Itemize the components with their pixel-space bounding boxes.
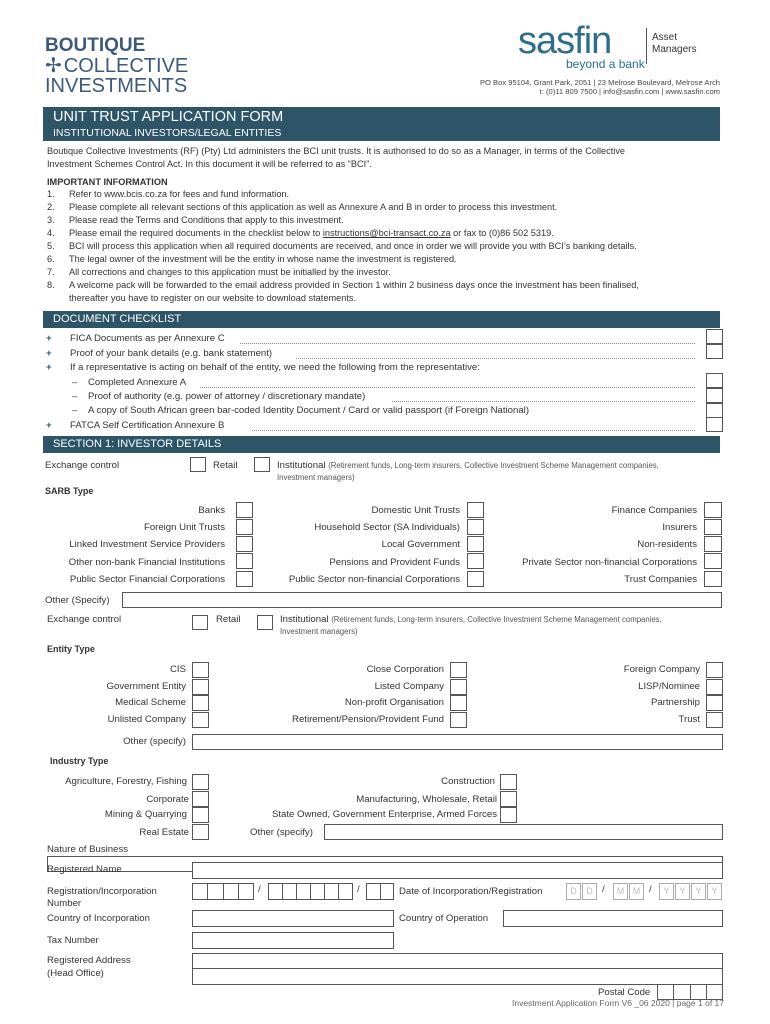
intro-line-1: Boutique Collective Investments (RF) (Pty) Ltd administers the BCI unit trusts. It is authorised to do so as a Manager, in terms of the Collective [47,146,626,156]
sarb-checkbox[interactable] [467,571,484,587]
checklist-checkbox[interactable] [706,417,723,432]
sarb-option-label: Household Sector (SA Individuals) [314,522,460,533]
checklist-dash: – [72,377,78,388]
registration-number-label-2: Number [47,898,82,909]
intro-line-2: Investment Schemes Control Act. In this document it will be referred to as “BCI”. [47,159,372,169]
date-day-digit[interactable]: D [582,883,597,900]
country-of-incorporation-input[interactable] [192,910,394,927]
sarb-checkbox[interactable] [467,536,484,552]
important-item: 5. BCI will process this application when all required documents are received, and once in order we will provide you with BCI’s banking details. [47,241,637,251]
industry-checkbox[interactable] [192,774,209,790]
date-month-digit[interactable]: M [613,883,628,900]
sarb-checkbox[interactable] [236,553,253,569]
industry-option-label: Construction [441,776,495,787]
registered-address-label: Registered Address [47,955,131,966]
industry-checkbox[interactable] [500,791,517,807]
checklist-item: Proof of your bank details (e.g. bank statement) [70,348,273,359]
sasfin-tagline: beyond a bank [566,57,645,71]
important-item: thereafter you have to register on our website to download statements. [69,293,357,303]
checklist-bullet: + [46,348,52,359]
bci-logo-line1: BOUTIQUE [45,35,146,56]
date-year-digit[interactable]: Y [659,883,674,900]
entity-option-label: Government Entity [106,681,186,692]
exchange-control-label: Exchange control [45,460,120,471]
sarb-other-label: Other (Specify) [45,595,110,606]
sarb-option-label: Other non-bank Financial Institutions [68,557,225,568]
industry-checkbox[interactable] [192,824,209,840]
registration-number-part-1[interactable] [192,883,254,900]
institutional-note: Investment managers) [277,473,355,482]
entity-checkbox[interactable] [450,679,467,695]
sarb-option-label: Private Sector non-financial Corporations [522,557,697,568]
sarb-checkbox[interactable] [236,502,253,518]
checklist-checkbox[interactable] [706,388,723,403]
sarb-option-label: Linked Investment Service Providers [69,539,225,550]
industry-option-label: Agriculture, Forestry, Fishing [65,776,187,787]
bci-plus-icon: ✢ [45,55,62,77]
industry-type-heading: Industry Type [50,756,109,766]
sarb-checkbox[interactable] [704,553,722,569]
registered-address-label-2: (Head Office) [47,968,104,979]
entity-type-heading: Entity Type [47,644,95,654]
registration-slash: / [357,884,360,895]
important-item: 1. Refer to www.bcis.co.za for fees and fund information. [47,189,290,199]
retail-label: Retail [216,614,241,625]
registered-name-label: Registered Name [47,864,122,875]
sarb-checkbox[interactable] [704,571,722,587]
entity-checkbox[interactable] [192,662,209,678]
sarb-checkbox[interactable] [704,536,722,552]
entity-option-label: Foreign Company [623,664,700,675]
registration-number-label: Registration/Incorporation [47,886,157,897]
country-of-incorporation-label: Country of Incorporation [47,913,150,924]
checklist-dash: – [72,391,78,402]
sarb-checkbox[interactable] [467,553,484,569]
registration-slash: / [258,884,261,895]
industry-checkbox[interactable] [192,791,209,807]
retail-checkbox[interactable] [192,615,208,630]
entity-option-label: Partnership [650,697,700,708]
retail-label: Retail [213,460,238,471]
section1-bar [43,436,720,453]
entity-checkbox[interactable] [706,712,723,728]
checklist-dots [392,401,695,402]
important-item: 2. Please complete all relevant sections of this application as well as Annexure A and B in order to process this investment. [47,202,558,212]
important-item: 6. The legal owner of the investment will be the entity in whose name the investment is registered. [47,254,457,264]
entity-checkbox[interactable] [450,662,467,678]
checklist-checkbox[interactable] [706,373,723,388]
checklist-title: DOCUMENT CHECKLIST [53,313,182,325]
entity-checkbox[interactable] [192,679,209,695]
industry-checkbox[interactable] [192,807,209,823]
entity-option-label: Listed Company [374,681,444,692]
entity-checkbox[interactable] [450,712,467,728]
sasfin-division-1: Asset [652,32,678,43]
checklist-bullet: + [46,333,52,344]
contact-line-1: PO Box 95104, Grant Park, 2051 | 23 Melrose Boulevard, Melrose Arch [479,78,720,87]
entity-checkbox[interactable] [192,695,209,711]
checklist-bullet: + [46,362,52,373]
checklist-dots [296,358,695,359]
sarb-option-label: Local Government [381,539,460,550]
tax-number-input[interactable] [192,932,394,949]
checklist-dots [200,387,695,388]
checklist-dash: – [72,405,78,416]
contact-line-2: t: (0)11 809 7500 | info@sasfin.com | www.sasfin.com [539,87,720,96]
nature-of-business-label: Nature of Business [47,844,129,855]
sarb-type-heading: SARB Type [45,486,94,496]
entity-checkbox[interactable] [706,695,723,711]
sarb-option-label: Pensions and Provident Funds [329,557,460,568]
bci-logo-line3: INVESTMENTS [45,75,188,97]
entity-checkbox[interactable] [450,695,467,711]
entity-option-label: Close Corporation [366,664,444,675]
form-title: UNIT TRUST APPLICATION FORM [53,109,284,125]
sarb-checkbox[interactable] [236,571,253,587]
important-heading: IMPORTANT INFORMATION [47,177,168,187]
checklist-item: Proof of authority (e.g. power of attorney / discretionary mandate) [88,391,366,402]
entity-option-label: Medical Scheme [115,697,186,708]
date-day-digit[interactable]: D [566,883,581,900]
institutional-checkbox[interactable] [254,457,270,472]
sasfin-wordmark: sasfin [518,20,612,62]
checklist-checkbox[interactable] [706,329,723,344]
checklist-dots [252,430,695,431]
date-slash: / [602,884,605,895]
entity-option-label: Non-profit Organisation [344,697,444,708]
important-item: 4. Please email the required documents in the checklist below to instructions@bci-transact.co.za or fax to (0)86 502 5319. [47,228,554,238]
sarb-checkbox[interactable] [467,519,484,535]
industry-checkbox[interactable] [500,774,517,790]
sarb-option-label: Foreign Unit Trusts [143,522,225,533]
country-of-operation-label: Country of Operation [399,913,489,924]
date-slash: / [649,884,652,895]
industry-option-label: Corporate [146,794,189,805]
industry-other-input[interactable] [324,824,723,840]
industry-option-label: Real Estate [139,827,189,838]
exchange-control-label: Exchange control [47,614,122,625]
sarb-checkbox[interactable] [236,536,253,552]
instructions-email-link[interactable]: instructions@bci-transact.co.za [322,228,451,238]
checklist-item: FICA Documents as per Annexure C [70,333,225,344]
sasfin-logo [518,20,728,74]
date-of-incorporation-label: Date of Incorporation/Registration [399,886,543,897]
entity-checkbox[interactable] [706,679,723,695]
sarb-checkbox[interactable] [704,502,722,518]
bci-logo [45,36,215,98]
industry-checkbox[interactable] [500,807,517,823]
checklist-checkbox[interactable] [706,403,723,418]
entity-option-label: Unlisted Company [107,714,186,725]
entity-checkbox[interactable] [706,662,723,678]
registered-name-input[interactable] [192,862,723,879]
date-year-digit[interactable]: Y [691,883,706,900]
entity-option-label: LISP/Nominee [638,681,700,692]
institutional-label: Institutional (Retirement funds, Long-term insurers, Collective Investment Scheme Management companies, [280,614,662,625]
entity-option-label: CIS [170,664,186,675]
section1-title: SECTION 1: INVESTOR DETAILS [53,438,222,450]
entity-other-input[interactable] [192,734,723,750]
industry-other-label: Other (specify) [250,827,313,838]
sarb-checkbox[interactable] [467,502,484,518]
sarb-option-label: Public Sector Financial Corporations [69,574,225,585]
sarb-checkbox[interactable] [236,519,253,535]
sarb-other-input[interactable] [122,592,722,608]
sarb-option-label: Non-residents [637,539,697,550]
date-month-digit[interactable]: M [629,883,644,900]
industry-option-label: Manufacturing, Wholesale, Retail [356,794,497,805]
date-year-digit[interactable]: Y [707,883,722,900]
date-year-digit[interactable]: Y [675,883,690,900]
entity-option-label: Trust [678,714,700,725]
entity-other-label: Other (specify) [123,736,186,747]
checklist-dots [240,343,695,344]
institutional-note: Investment managers) [280,627,358,636]
retail-checkbox[interactable] [190,457,206,472]
registered-address-line-2[interactable] [192,968,723,985]
sasfin-division-2: Managers [652,44,697,55]
checklist-item: A copy of South African green bar-coded Identity Document / Card or valid passport (if Foreign National) [88,405,530,416]
sarb-option-label: Banks [198,505,225,516]
form-subtitle: INSTITUTIONAL INVESTORS/LEGAL ENTITIES [53,127,282,139]
bci-logo-line2: COLLECTIVE [63,55,189,77]
industry-option-label: State Owned, Government Enterprise, Armed Forces [271,809,497,820]
checklist-bar [43,311,720,328]
registration-number-part-3[interactable] [366,883,394,900]
institutional-checkbox[interactable] [257,615,273,630]
checklist-item: FATCA Self Certification Annexure B [70,420,225,431]
postal-code-label: Postal Code [598,987,651,998]
sarb-option-label: Domestic Unit Trusts [371,505,460,516]
tax-number-label: Tax Number [47,935,99,946]
checklist-item: Completed Annexure A [88,377,187,388]
important-item: 8. A welcome pack will be forwarded to the email address provided in Section 1 within 2 business days once the investment has been finalised, [47,280,639,290]
institutional-label: Institutional (Retirement funds, Long-term insurers, Collective Investment Scheme Management companies, [277,460,659,471]
sarb-option-label: Trust Companies [624,574,697,585]
sarb-option-label: Public Sector non-financial Corporations [288,574,460,585]
important-item: 7. All corrections and changes to this application must be initialled by the investor. [47,267,391,277]
checklist-checkbox[interactable] [706,344,723,359]
sasfin-divider [646,28,647,64]
sarb-option-label: Finance Companies [611,505,697,516]
checklist-item: If a representative is acting on behalf of the entity, we need the following from the representative: [70,362,480,373]
important-item: 3. Please read the Terms and Conditions that apply to this investment. [47,215,344,225]
page-footer: Investment Application Form V6 _06 2020 | page 1 of 17 [511,998,724,1008]
form-title-bar [43,107,720,141]
sarb-checkbox[interactable] [704,519,722,535]
sarb-option-label: Insurers [662,522,697,533]
registration-number-part-2[interactable] [268,883,353,900]
checklist-bullet: + [46,420,52,431]
country-of-operation-input[interactable] [503,910,723,927]
entity-checkbox[interactable] [192,712,209,728]
industry-option-label: Mining & Quarrying [104,809,187,820]
entity-option-label: Retirement/Pension/Provident Fund [292,714,444,725]
